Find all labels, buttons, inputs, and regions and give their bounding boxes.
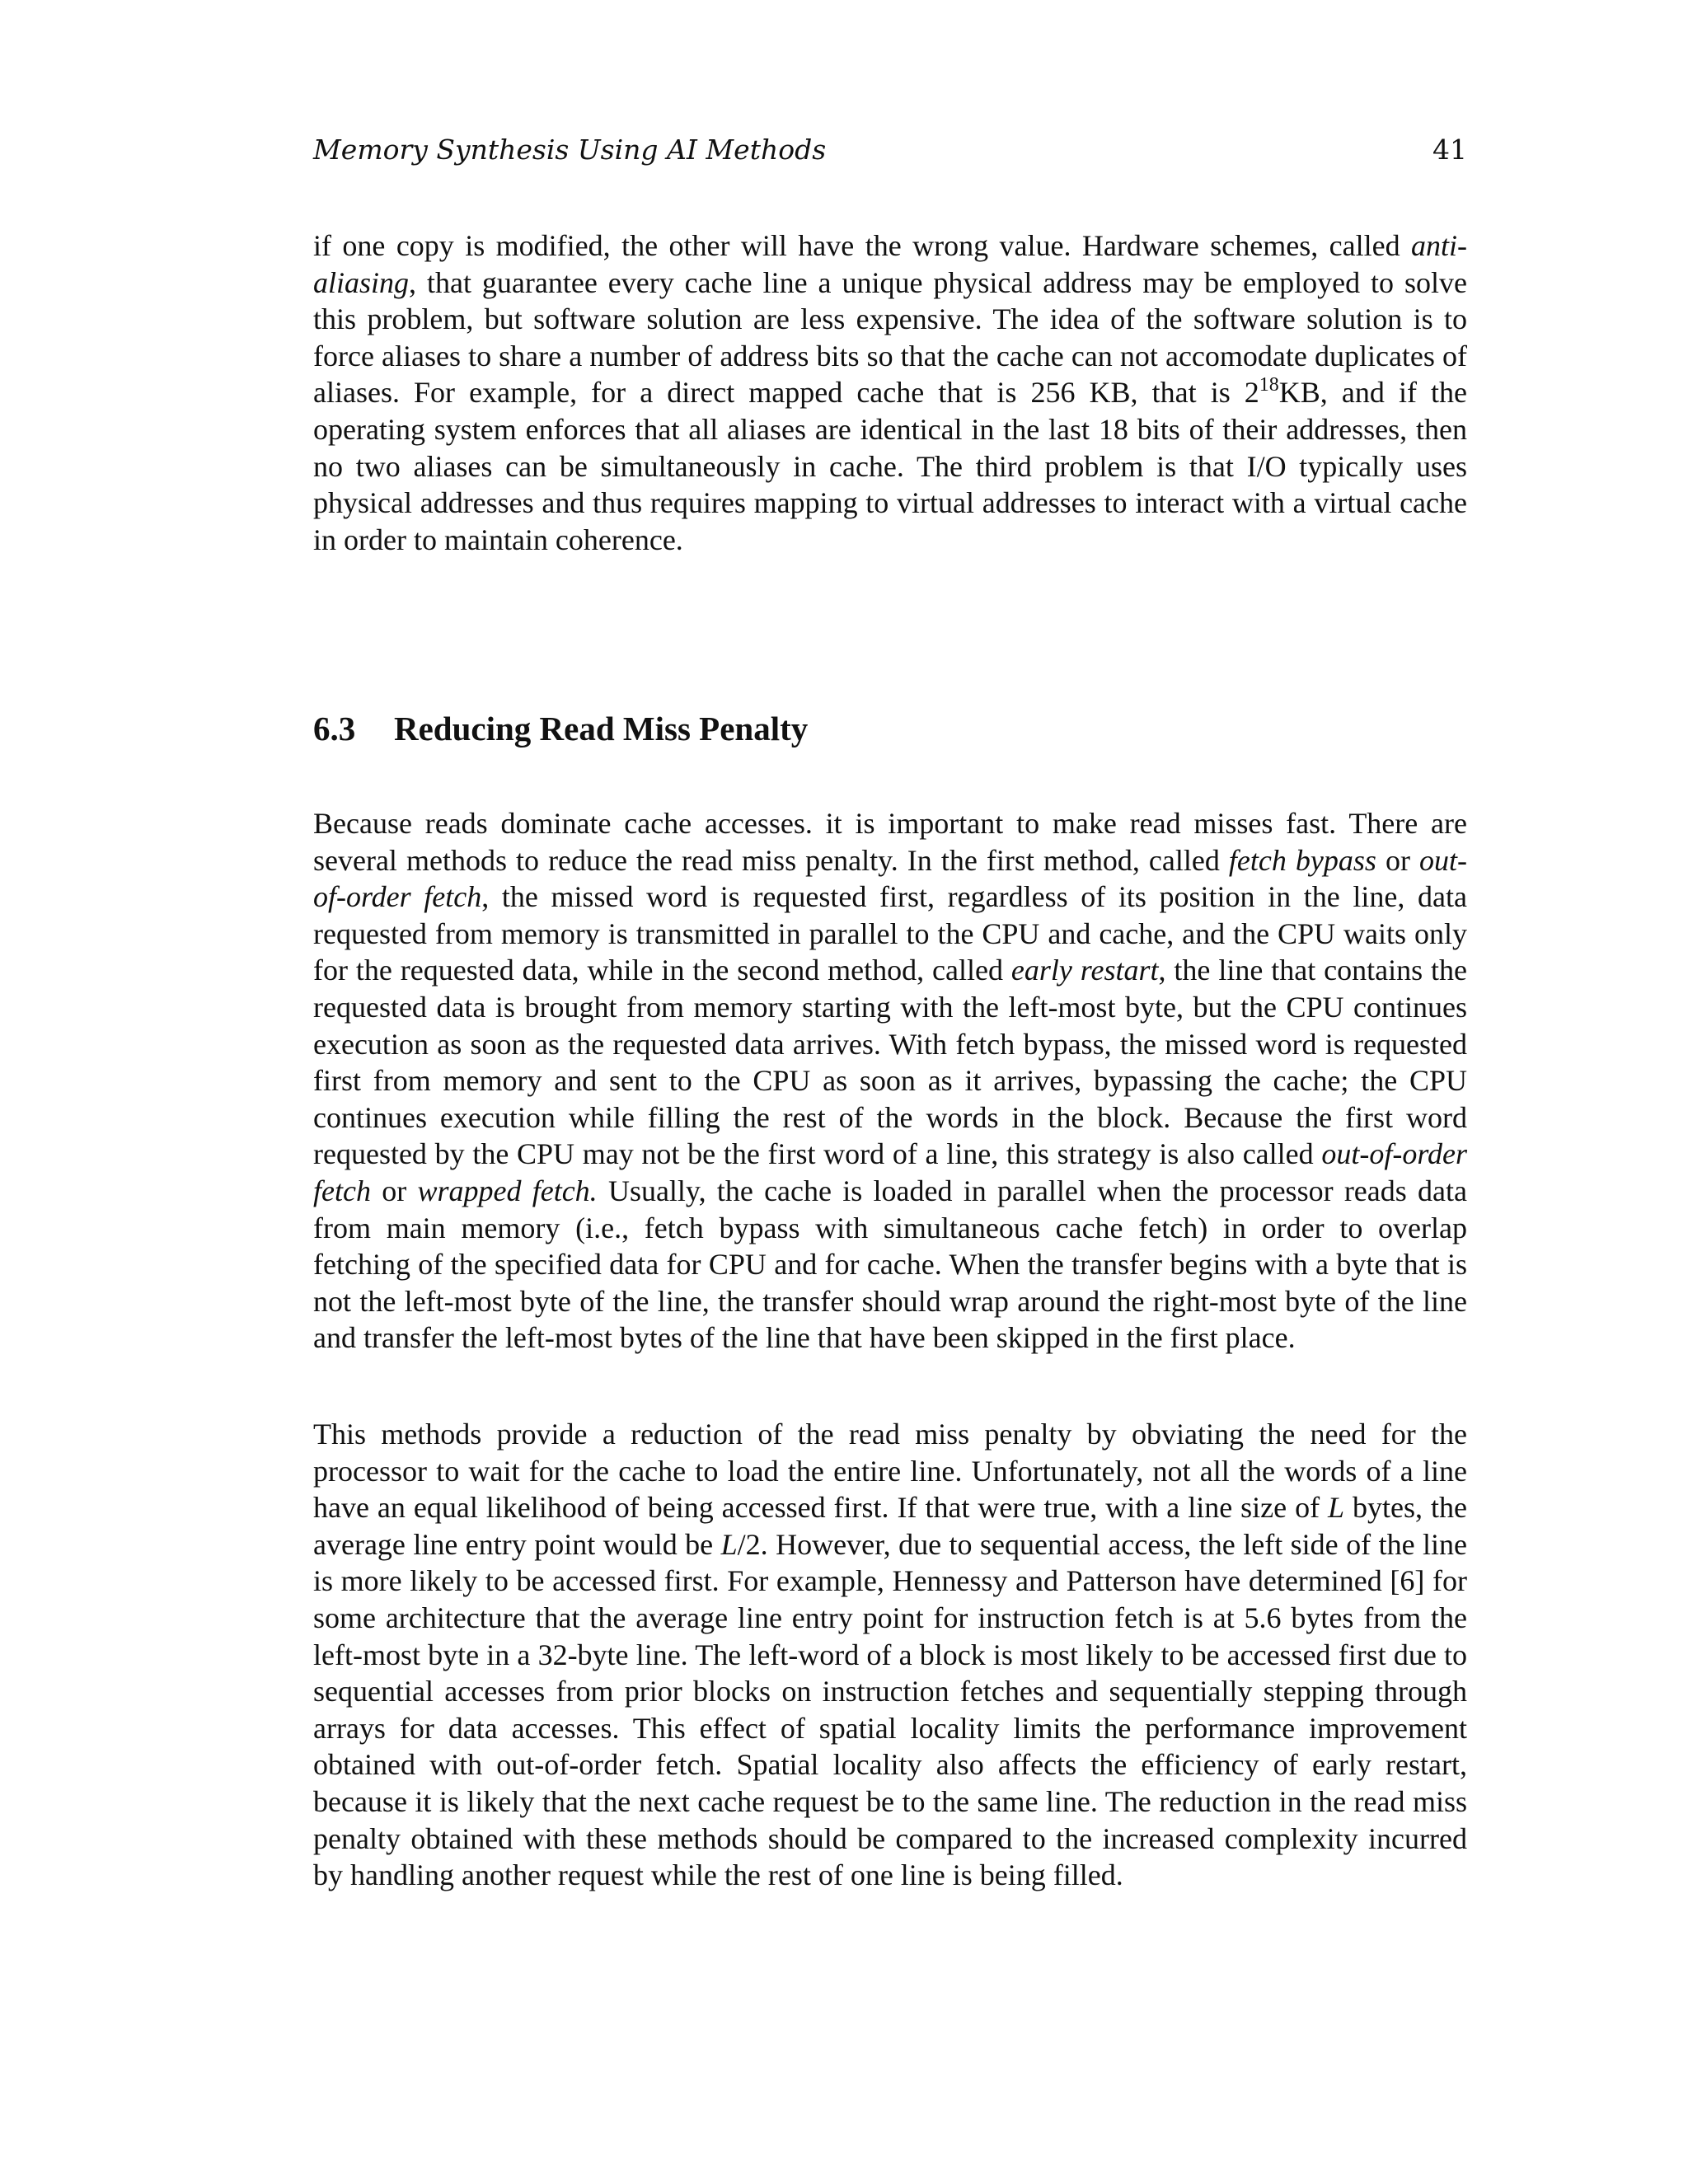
page-number: 41 [1432,134,1467,166]
text-segment: , that guarantee every cache line a unique physical address may be employed to solve this problem, but software solution are less expensive. The idea of the software solution is to force aliases to share a number of address bits so that the cache can not accomodate duplicates of aliases. For example, for a direct mapped cache that is 256 KB, that is 2 [313,265,1467,410]
emphasis-fetch-bypass: fetch bypass [1228,843,1376,877]
text-segment: This methods provide a reduction of the read miss penalty by obviating the need for the processor to wait for the cache to load the entire line. Unfortunately, not all the words of a line have an equal likelihood of being accessed first. If that were true, with a line size of [313,1418,1467,1525]
text-segment: Usually, the cache is loaded in parallel when the processor reads data from main memory (i.e., fetch bypass with simultaneous cache fetch) in order to overlap fetching of the specified data for CPU and for cache. When the transfer begins with a byte that is not the left-most byte of the line, the transfer should wrap around the right-most byte of the line and transfer the left-most bytes of the line that have been skipped in the first place. [313,1174,1467,1355]
text-segment: , the line that contains the requested data is brought from memory starting with the left-most byte, but the CPU continues execution as soon as the requested data arrives. With fetch bypass, the missed word is requested first from memory and sent to the CPU as soon as it arrives, bypassing the cache; the CPU continues execution while filling the rest of the words in the block. Because the first word requested by the CPU may not be the first word of a line, this strategy is also called [313,954,1468,1171]
paragraph-read-miss-methods [313,805,1467,1357]
emphasis-out-of-order-fetch: out-of-order fetch [313,843,1467,914]
text-segment: bytes, the average line entry point would be [313,1491,1467,1561]
running-title: Memory Synthesis Using AI Methods [313,134,827,166]
text-segment: if one copy is modified, the other will have the wrong value. Hardware schemes, called [313,229,1411,262]
math-variable-L: L [1328,1491,1345,1525]
text-segment: /2. However, due to sequential access, the left side of the line is more likely to be accessed first. For example, Hennessy and Patterson have determined [6] for some architecture that the average line entry point for instruction fetch is at 5.6 bytes from the left-most byte in a 32-byte line. The left-word of a block is most likely to be accessed first due to sequential accesses from prior blocks on instruction fetches and sequentially stepping through arrays for data accesses. This effect of spatial locality limits the performance improvement obtained with out-of-order fetch. Spatial locality also affects the efficiency of early restart, because it is likely that the next cache request be to the same line. The reduction in the read miss penalty obtained with these methods should be compared to the increased complexity incurred by handling another request while the rest of one line is being filled. [313,1527,1468,1892]
running-header [313,132,1467,173]
section-title: Reducing Read Miss Penalty [394,710,809,748]
emphasis-out-of-order-fetch: out-of-order fetch [313,1137,1467,1207]
paragraph-spatial-locality [313,1416,1467,1894]
text-segment: Because reads dominate cache accesses. it is important to make read misses fast. There are several methods to reduce the read miss penalty. In the first method, called [313,807,1467,877]
emphasis-early-restart: early restart [1010,954,1159,987]
emphasis-anti-aliasing: anti-aliasing [313,229,1467,299]
section-heading [313,705,808,755]
emphasis-wrapped-fetch: wrapped fetch. [417,1174,598,1207]
paragraph-aliasing [313,227,1467,558]
text-segment: or [1376,843,1419,877]
math-variable-L: L [720,1527,738,1561]
text-segment: , the missed word is requested first, regardless of its position in the line, data requested from memory is transmitted in parallel to the CPU and cache, and the CPU waits only for the requested data, while in the second method, called [313,880,1468,987]
superscript-exponent: 18 [1259,374,1279,396]
text-segment: KB, and if the operating system enforces that all aliases are identical in the last 18 bits of their addresses, then no two aliases can be simultaneously in cache. The third problem is that I/O typically uses physical addresses and thus requires mapping to virtual addresses to interact with a virtual cache in order to maintain coherence. [313,376,1467,556]
text-segment: or [370,1174,418,1207]
section-number: 6.3 [313,710,356,748]
